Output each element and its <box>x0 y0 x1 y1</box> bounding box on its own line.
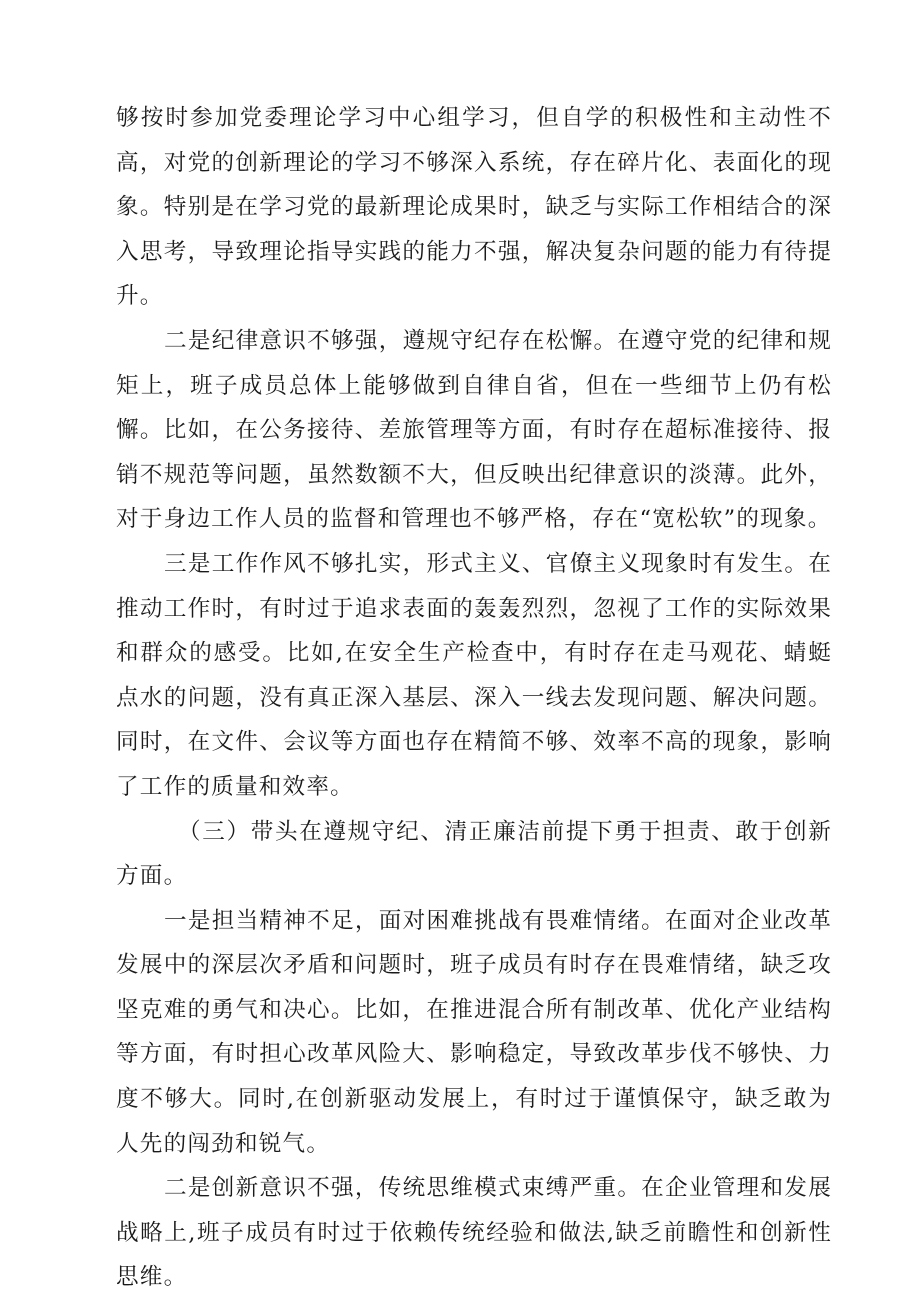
section-heading-3: （三）带头在遵规守纪、清正廉洁前提下勇于担责、敢于创新方面。 <box>116 818 832 890</box>
paragraph-work-style: 三是工作作风不够扎实，形式主义、官僚主义现象时有发生。在推动工作时，有时过于追求表面的轰轰烈烈，忽视了工作的实际效果和群众的感受。比如,在安全生产检查中，有时存在走马观花、蜻蜓点水的问题，没有真正深入基层、深入一线去发现问题、解决问题。同时，在文件、会议等方面也存在精简不够、效率不高的现象，影响了工作的质量和效率。 <box>116 550 832 800</box>
paragraph-innovation: 二是创新意识不强，传统思维模式束缚严重。在企业管理和发展战略上,班子成员有时过于依赖传统经验和做法,缺乏前瞻性和创新性思维。 <box>116 1175 832 1291</box>
document-body <box>116 96 832 1300</box>
paragraph-responsibility: 一是担当精神不足，面对困难挑战有畏难情绪。在面对企业改革发展中的深层次矛盾和问题时，班子成员有时存在畏难情绪，缺乏攻坚克难的勇气和决心。比如，在推进混合所有制改革、优化产业结构等方面，有时担心改革风险大、影响稳定，导致改革步伐不够快、力度不够大。同时,在创新驱动发展上，有时过于谨慎保守，缺乏敢为人先的闯劲和锐气。 <box>116 907 832 1157</box>
paragraph-continuation-study: 够按时参加党委理论学习中心组学习，但自学的积极性和主动性不高，对党的创新理论的学习不够深入系统，存在碎片化、表面化的现象。特别是在学习党的最新理论成果时，缺乏与实际工作相结合的深入思考，导致理论指导实践的能力不强，解决复杂问题的能力有待提升。 <box>116 105 832 310</box>
paragraph-discipline-awareness: 二是纪律意识不够强，遵规守纪存在松懈。在遵守党的纪律和规矩上，班子成员总体上能够做到自律自省，但在一些细节上仍有松懈。比如，在公务接待、差旅管理等方面，有时存在超标准接待、报销不规范等问题，虽然数额不大，但反映出纪律意识的淡薄。此外，对于身边工作人员的监督和管理也不够严格，存在“宽松软”的现象。 <box>116 327 832 533</box>
